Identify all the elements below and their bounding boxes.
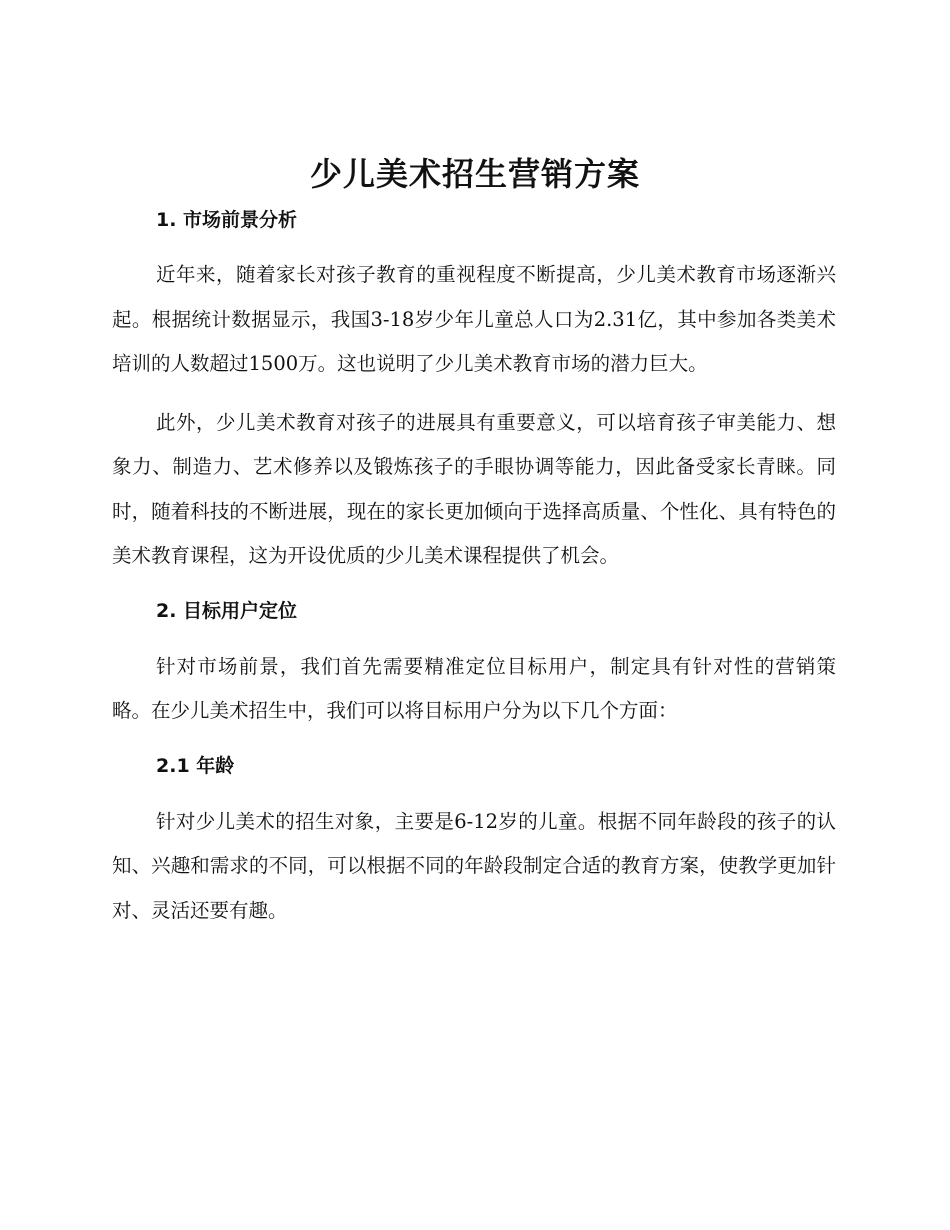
paragraph-education-value: 此外，少儿美术教育对孩子的进展具有重要意义，可以培育孩子审美能力、想象力、制造力、艺术修养以及锻炼孩子的手眼协调等能力，因此备受家长青睐。同时，随着科技的不断进展，现在的家长更加倾向于选择高质量、个性化、具有特色的美术教育课程，这为开设优质的少儿美术课程提供了机会。: [112, 410, 836, 567]
section-heading-target-users: 2. 目标用户定位: [156, 599, 298, 622]
subsection-heading-age: 2.1 年龄: [156, 754, 235, 777]
section-heading-market-outlook: 1. 市场前景分析: [156, 209, 298, 231]
paragraph-market-growth: 近年来，随着家长对孩子教育的重视程度不断提高，少儿美术教育市场逐渐兴起。根据统计数据显示，我国3-18岁少年儿童总人口为2.31亿，其中参加各类美术培训的人数超过1500万。这也说明了少儿美术教育市场的潜力巨大。: [112, 263, 836, 375]
paragraph-target-users: 针对市场前景，我们首先需要精准定位目标用户，制定具有针对性的营销策略。在少儿美术招生中，我们可以将目标用户分为以下几个方面：: [112, 654, 836, 722]
paragraph-age: 针对少儿美术的招生对象，主要是6-12岁的儿童。根据不同年龄段的孩子的认知、兴趣和需求的不同，可以根据不同的年龄段制定合适的教育方案，使教学更加针对、灵活还要有趣。: [112, 809, 836, 922]
document-title: 少儿美术招生营销方案: [309, 155, 640, 193]
document-body: [112, 200, 836, 933]
